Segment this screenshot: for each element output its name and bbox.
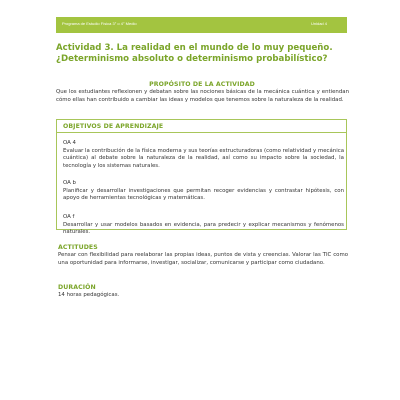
objective-text: Planificar y desarrollar investigaciones que permitan recoger evidencias y contrastar hipótesis, con apoyo de herramientas tecnológicas y matemáticas.	[63, 187, 344, 202]
duration-text: 14 horas pedagógicas.	[58, 292, 120, 298]
objectives-divider	[57, 132, 346, 133]
program-label: Programa de Estudio Física 3° o 4° Medio	[62, 21, 137, 26]
purpose-heading: PROPÓSITO DE LA ACTIVIDAD	[149, 81, 255, 88]
objective-item	[63, 180, 344, 203]
attitudes-text: Pensar con flexibilidad para reelaborar las propias ideas, puntos de vista y creencias. Valorar las TIC como una oportunidad para informarse, investigar, socializar, comunicarse y participar como ciudadano.	[58, 252, 348, 266]
objective-text: Evaluar la contribución de la física moderna y sus teorías estructuradoras (como relatividad y mecánica cuántica) al debate sobre la naturaleza de la realidad, así como su impacto sobre la sociedad, la tecnología y los sistemas naturales.	[63, 147, 344, 169]
objective-item	[63, 214, 344, 237]
duration-heading: DURACIÓN	[58, 284, 96, 291]
objective-item	[63, 140, 344, 170]
activity-title: Actividad 3. La realidad en el mundo de lo muy pequeño. ¿Determinismo absoluto o determinismo probabilístico?	[56, 43, 333, 64]
objectives-box	[56, 119, 347, 236]
unit-label: Unidad 4	[310, 21, 327, 26]
objective-code: OA 4	[63, 140, 76, 146]
header-band	[56, 17, 347, 33]
objective-code: OA b	[63, 180, 76, 186]
objective-code: OA f	[63, 214, 75, 220]
attitudes-heading: ACTITUDES	[58, 244, 98, 251]
objective-text: Desarrollar y usar modelos basados en evidencia, para predecir y explicar mecanismos y fenómenos naturales.	[63, 221, 344, 236]
purpose-text: Que los estudiantes reflexionen y debatan sobre las nociones básicas de la mecánica cuántica y entiendan cómo ellas han contribuido a cambiar las ideas y modelos que tenemos sobre la naturaleza de la realidad.	[56, 89, 349, 103]
objectives-heading: OBJETIVOS DE APRENDIZAJE	[63, 123, 164, 130]
